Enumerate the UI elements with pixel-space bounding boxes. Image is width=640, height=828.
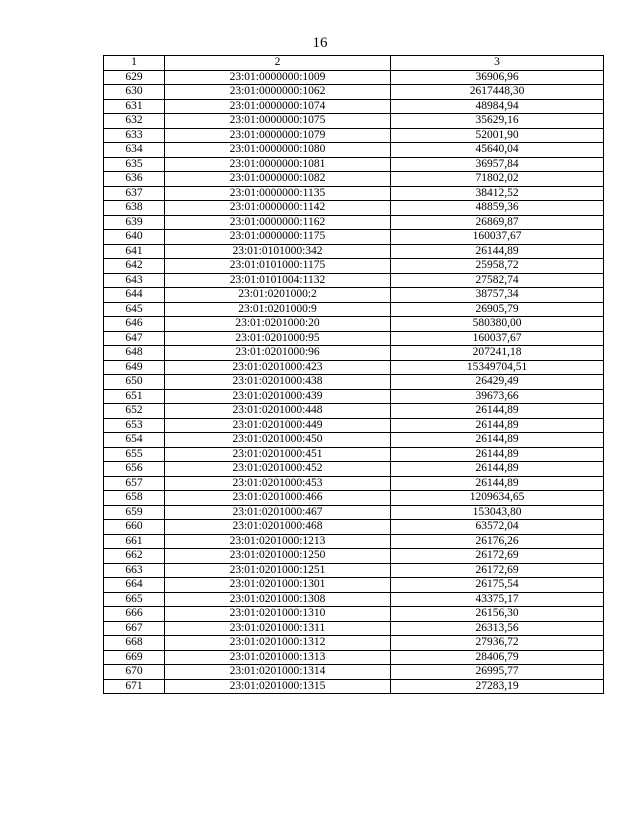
- value-cell: 38757,34: [391, 288, 604, 303]
- cadastral-number-cell: 23:01:0201000:438: [165, 375, 391, 390]
- value-cell: 15349704,51: [391, 360, 604, 375]
- row-number-cell: 655: [104, 447, 165, 462]
- column-header-2: 2: [165, 56, 391, 71]
- value-cell: 207241,18: [391, 346, 604, 361]
- cadastral-number-cell: 23:01:0201000:1312: [165, 636, 391, 651]
- cadastral-number-cell: 23:01:0201000:1213: [165, 534, 391, 549]
- value-cell: 26313,56: [391, 621, 604, 636]
- row-number-cell: 654: [104, 433, 165, 448]
- table-row: [104, 534, 604, 549]
- value-cell: 580380,00: [391, 317, 604, 332]
- value-cell: 1209634,65: [391, 491, 604, 506]
- cadastral-number-cell: 23:01:0201000:1301: [165, 578, 391, 593]
- table-row: [104, 650, 604, 665]
- cadastral-number-cell: 23:01:0201000:20: [165, 317, 391, 332]
- row-number-cell: 629: [104, 70, 165, 85]
- row-number-cell: 639: [104, 215, 165, 230]
- value-cell: 36906,96: [391, 70, 604, 85]
- cadastral-number-cell: 23:01:0201000:439: [165, 389, 391, 404]
- table-body: [104, 70, 604, 694]
- value-cell: 39673,66: [391, 389, 604, 404]
- row-number-cell: 645: [104, 302, 165, 317]
- row-number-cell: 641: [104, 244, 165, 259]
- row-number-cell: 648: [104, 346, 165, 361]
- row-number-cell: 631: [104, 99, 165, 114]
- table-row: [104, 578, 604, 593]
- cadastral-number-cell: 23:01:0000000:1175: [165, 230, 391, 245]
- row-number-cell: 635: [104, 157, 165, 172]
- value-cell: 25958,72: [391, 259, 604, 274]
- table-row: [104, 476, 604, 491]
- value-cell: 26429,49: [391, 375, 604, 390]
- table-row: [104, 85, 604, 100]
- table-row: [104, 505, 604, 520]
- row-number-cell: 647: [104, 331, 165, 346]
- value-cell: 26144,89: [391, 462, 604, 477]
- cadastral-number-cell: 23:01:0201000:423: [165, 360, 391, 375]
- table-row: [104, 607, 604, 622]
- cadastral-number-cell: 23:01:0000000:1075: [165, 114, 391, 129]
- cadastral-number-cell: 23:01:0201000:452: [165, 462, 391, 477]
- table-row: [104, 302, 604, 317]
- row-number-cell: 636: [104, 172, 165, 187]
- column-header-3: 3: [391, 56, 604, 71]
- row-number-cell: 666: [104, 607, 165, 622]
- cadastral-number-cell: 23:01:0201000:466: [165, 491, 391, 506]
- row-number-cell: 633: [104, 128, 165, 143]
- cadastral-number-cell: 23:01:0201000:450: [165, 433, 391, 448]
- table-row: [104, 215, 604, 230]
- table-row: [104, 172, 604, 187]
- row-number-cell: 644: [104, 288, 165, 303]
- table-row: [104, 288, 604, 303]
- cadastral-number-cell: 23:01:0201000:1308: [165, 592, 391, 607]
- table-row: [104, 447, 604, 462]
- cadastral-number-cell: 23:01:0000000:1135: [165, 186, 391, 201]
- value-cell: 26144,89: [391, 433, 604, 448]
- header-row: [104, 56, 604, 71]
- cadastral-number-cell: 23:01:0201000:468: [165, 520, 391, 535]
- row-number-cell: 646: [104, 317, 165, 332]
- cadastral-number-cell: 23:01:0201000:96: [165, 346, 391, 361]
- row-number-cell: 649: [104, 360, 165, 375]
- value-cell: 2617448,30: [391, 85, 604, 100]
- row-number-cell: 637: [104, 186, 165, 201]
- page-number: 16: [312, 35, 328, 51]
- cadastral-number-cell: 23:01:0101000:1175: [165, 259, 391, 274]
- value-cell: 160037,67: [391, 331, 604, 346]
- row-number-cell: 630: [104, 85, 165, 100]
- table-row: [104, 157, 604, 172]
- value-cell: 26172,69: [391, 563, 604, 578]
- cadastral-number-cell: 23:01:0201000:453: [165, 476, 391, 491]
- table-row: [104, 273, 604, 288]
- row-number-cell: 650: [104, 375, 165, 390]
- value-cell: 26144,89: [391, 418, 604, 433]
- cadastral-number-cell: 23:01:0000000:1074: [165, 99, 391, 114]
- table-row: [104, 114, 604, 129]
- cadastral-number-cell: 23:01:0201000:95: [165, 331, 391, 346]
- cadastral-number-cell: 23:01:0000000:1081: [165, 157, 391, 172]
- table-row: [104, 462, 604, 477]
- table-row: [104, 244, 604, 259]
- cadastral-number-cell: 23:01:0201000:1251: [165, 563, 391, 578]
- table-row: [104, 346, 604, 361]
- table-row: [104, 665, 604, 680]
- row-number-cell: 657: [104, 476, 165, 491]
- row-number-cell: 664: [104, 578, 165, 593]
- row-number-cell: 663: [104, 563, 165, 578]
- cadastral-number-cell: 23:01:0201000:449: [165, 418, 391, 433]
- value-cell: 43375,17: [391, 592, 604, 607]
- table-row: [104, 592, 604, 607]
- table-row: [104, 636, 604, 651]
- row-number-cell: 651: [104, 389, 165, 404]
- value-cell: 36957,84: [391, 157, 604, 172]
- cadastral-number-cell: 23:01:0201000:1311: [165, 621, 391, 636]
- table-row: [104, 201, 604, 216]
- cadastral-number-cell: 23:01:0201000:451: [165, 447, 391, 462]
- table-row: [104, 679, 604, 694]
- row-number-cell: 653: [104, 418, 165, 433]
- cadastral-number-cell: 23:01:0201000:448: [165, 404, 391, 419]
- data-table: [103, 55, 604, 694]
- row-number-cell: 662: [104, 549, 165, 564]
- row-number-cell: 668: [104, 636, 165, 651]
- table-row: [104, 520, 604, 535]
- table-row: [104, 433, 604, 448]
- cadastral-number-cell: 23:01:0000000:1142: [165, 201, 391, 216]
- row-number-cell: 658: [104, 491, 165, 506]
- table-row: [104, 404, 604, 419]
- table-row: [104, 375, 604, 390]
- cadastral-number-cell: 23:01:0201000:1313: [165, 650, 391, 665]
- table-row: [104, 491, 604, 506]
- table-row: [104, 230, 604, 245]
- cadastral-number-cell: 23:01:0101004:1132: [165, 273, 391, 288]
- value-cell: 26144,89: [391, 244, 604, 259]
- value-cell: 27582,74: [391, 273, 604, 288]
- row-number-cell: 652: [104, 404, 165, 419]
- value-cell: 26175,54: [391, 578, 604, 593]
- row-number-cell: 671: [104, 679, 165, 694]
- row-number-cell: 638: [104, 201, 165, 216]
- value-cell: 26144,89: [391, 476, 604, 491]
- row-number-cell: 660: [104, 520, 165, 535]
- row-number-cell: 640: [104, 230, 165, 245]
- row-number-cell: 634: [104, 143, 165, 158]
- table-row: [104, 317, 604, 332]
- cadastral-number-cell: 23:01:0201000:467: [165, 505, 391, 520]
- row-number-cell: 670: [104, 665, 165, 680]
- value-cell: 63572,04: [391, 520, 604, 535]
- table-row: [104, 360, 604, 375]
- table-row: [104, 128, 604, 143]
- table-header: [104, 56, 604, 71]
- value-cell: 26905,79: [391, 302, 604, 317]
- table-row: [104, 259, 604, 274]
- table-row: [104, 389, 604, 404]
- value-cell: 26172,69: [391, 549, 604, 564]
- table-row: [104, 99, 604, 114]
- table-row: [104, 143, 604, 158]
- value-cell: 153043,80: [391, 505, 604, 520]
- cadastral-number-cell: 23:01:0000000:1062: [165, 85, 391, 100]
- cadastral-number-cell: 23:01:0000000:1162: [165, 215, 391, 230]
- table-row: [104, 621, 604, 636]
- value-cell: 26144,89: [391, 447, 604, 462]
- value-cell: 160037,67: [391, 230, 604, 245]
- value-cell: 26144,89: [391, 404, 604, 419]
- row-number-cell: 659: [104, 505, 165, 520]
- row-number-cell: 643: [104, 273, 165, 288]
- cadastral-number-cell: 23:01:0000000:1082: [165, 172, 391, 187]
- cadastral-number-cell: 23:01:0201000:1314: [165, 665, 391, 680]
- value-cell: 35629,16: [391, 114, 604, 129]
- table-row: [104, 563, 604, 578]
- value-cell: 71802,02: [391, 172, 604, 187]
- row-number-cell: 669: [104, 650, 165, 665]
- cadastral-number-cell: 23:01:0201000:1315: [165, 679, 391, 694]
- cadastral-number-cell: 23:01:0000000:1079: [165, 128, 391, 143]
- table-row: [104, 70, 604, 85]
- row-number-cell: 667: [104, 621, 165, 636]
- table-row: [104, 549, 604, 564]
- cadastral-number-cell: 23:01:0000000:1009: [165, 70, 391, 85]
- table-row: [104, 186, 604, 201]
- value-cell: 48859,36: [391, 201, 604, 216]
- cadastral-number-cell: 23:01:0201000:9: [165, 302, 391, 317]
- value-cell: 26176,26: [391, 534, 604, 549]
- table-row: [104, 331, 604, 346]
- row-number-cell: 632: [104, 114, 165, 129]
- value-cell: 26869,87: [391, 215, 604, 230]
- value-cell: 38412,52: [391, 186, 604, 201]
- value-cell: 48984,94: [391, 99, 604, 114]
- value-cell: 26156,30: [391, 607, 604, 622]
- cadastral-number-cell: 23:01:0201000:1310: [165, 607, 391, 622]
- value-cell: 27936,72: [391, 636, 604, 651]
- row-number-cell: 665: [104, 592, 165, 607]
- row-number-cell: 661: [104, 534, 165, 549]
- column-header-1: 1: [104, 56, 165, 71]
- value-cell: 26995,77: [391, 665, 604, 680]
- table-row: [104, 418, 604, 433]
- row-number-cell: 642: [104, 259, 165, 274]
- cadastral-number-cell: 23:01:0201000:1250: [165, 549, 391, 564]
- cadastral-number-cell: 23:01:0201000:2: [165, 288, 391, 303]
- value-cell: 27283,19: [391, 679, 604, 694]
- value-cell: 28406,79: [391, 650, 604, 665]
- cadastral-number-cell: 23:01:0101000:342: [165, 244, 391, 259]
- value-cell: 45640,04: [391, 143, 604, 158]
- cadastral-number-cell: 23:01:0000000:1080: [165, 143, 391, 158]
- row-number-cell: 656: [104, 462, 165, 477]
- value-cell: 52001,90: [391, 128, 604, 143]
